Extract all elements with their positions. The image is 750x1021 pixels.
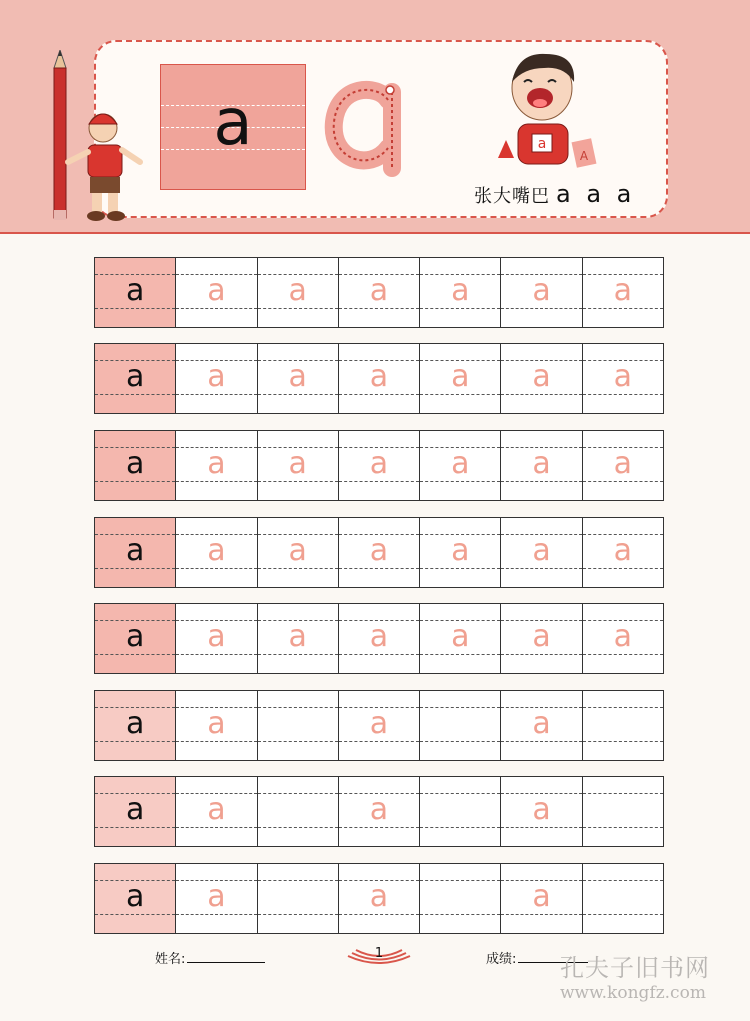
model-letter-small: a xyxy=(125,273,145,308)
trace-letter: a xyxy=(288,533,307,568)
trace-cell[interactable] xyxy=(583,344,663,413)
trace-letter: a xyxy=(532,533,551,568)
trace-letter: a xyxy=(613,533,633,568)
page-number: 1 xyxy=(374,946,384,961)
trace-letter: a xyxy=(532,792,551,827)
watermark xyxy=(560,948,740,1008)
guide-line xyxy=(420,741,500,742)
score-label: 成绩: xyxy=(486,952,517,967)
caption xyxy=(474,180,635,208)
trace-cell[interactable] xyxy=(258,344,339,413)
trace-cell[interactable] xyxy=(176,777,257,846)
practice-row xyxy=(94,517,664,588)
guide-line xyxy=(583,793,663,794)
boy-open-mouth-illustration xyxy=(494,48,614,180)
trace-letter: a xyxy=(369,619,389,654)
model-cell xyxy=(95,864,176,933)
model-letter-small: a xyxy=(125,879,145,914)
practice-row xyxy=(94,863,664,934)
trace-cell[interactable] xyxy=(583,258,663,327)
trace-letter: a xyxy=(451,359,470,394)
model-letter-box xyxy=(160,64,306,190)
trace-cell[interactable] xyxy=(176,691,257,760)
trace-cell[interactable] xyxy=(420,691,501,760)
trace-cell[interactable] xyxy=(339,691,420,760)
trace-cell[interactable] xyxy=(420,431,501,500)
trace-cell[interactable] xyxy=(339,604,420,673)
trace-cell[interactable] xyxy=(258,691,339,760)
guide-line xyxy=(258,914,338,915)
guide-line xyxy=(258,793,338,794)
trace-cell[interactable] xyxy=(339,431,420,500)
trace-cell[interactable] xyxy=(501,691,582,760)
practice-row xyxy=(94,343,664,414)
model-cell xyxy=(95,777,176,846)
guide-line xyxy=(420,827,500,828)
trace-cell[interactable] xyxy=(583,518,663,587)
trace-cell[interactable] xyxy=(176,864,257,933)
trace-letter: a xyxy=(451,533,470,568)
trace-letter: a xyxy=(369,706,389,741)
trace-cell[interactable] xyxy=(420,864,501,933)
model-cell xyxy=(95,431,176,500)
guide-line xyxy=(583,827,663,828)
trace-letter: a xyxy=(369,879,389,914)
trace-cell[interactable] xyxy=(176,604,257,673)
trace-cell[interactable] xyxy=(176,258,257,327)
trace-letter: a xyxy=(288,446,307,481)
model-letter-small: a xyxy=(125,359,145,394)
model-cell xyxy=(95,344,176,413)
trace-letter: a xyxy=(451,446,470,481)
name-label: 姓名: xyxy=(155,952,186,967)
model-letter-small: a xyxy=(125,446,145,481)
trace-cell[interactable] xyxy=(501,864,582,933)
model-letter-small: a xyxy=(125,706,145,741)
trace-cell[interactable] xyxy=(176,431,257,500)
guide-line xyxy=(583,707,663,708)
trace-cell[interactable] xyxy=(420,518,501,587)
trace-cell[interactable] xyxy=(258,864,339,933)
trace-letter: a xyxy=(369,792,389,827)
trace-cell[interactable] xyxy=(501,258,582,327)
practice-row xyxy=(94,430,664,501)
trace-letter: a xyxy=(369,446,389,481)
model-cell xyxy=(95,604,176,673)
guide-line xyxy=(420,707,500,708)
trace-cell[interactable] xyxy=(583,777,663,846)
guide-line xyxy=(420,914,500,915)
trace-letter: a xyxy=(532,619,551,654)
trace-cell[interactable] xyxy=(420,344,501,413)
trace-letter: a xyxy=(207,273,226,308)
watermark-line2: www.kongfz.com xyxy=(560,983,706,1003)
guide-line xyxy=(420,793,500,794)
name-line[interactable] xyxy=(187,962,265,963)
trace-letter: a xyxy=(613,273,633,308)
trace-cell[interactable] xyxy=(258,777,339,846)
trace-letter: a xyxy=(207,359,226,394)
trace-cell[interactable] xyxy=(583,691,663,760)
pencil-kid-illustration xyxy=(48,50,158,225)
trace-cell[interactable] xyxy=(258,431,339,500)
trace-letter: a xyxy=(613,446,633,481)
trace-letter: a xyxy=(207,619,226,654)
model-cell xyxy=(95,691,176,760)
trace-cell[interactable] xyxy=(583,604,663,673)
trace-cell[interactable] xyxy=(420,258,501,327)
trace-cell[interactable] xyxy=(583,864,663,933)
trace-letter: a xyxy=(369,273,389,308)
trace-cell[interactable] xyxy=(501,518,582,587)
model-cell xyxy=(95,258,176,327)
trace-letter: a xyxy=(207,879,226,914)
page-number-wrap xyxy=(346,940,412,970)
caption-latin: a a a xyxy=(556,180,636,208)
guide-line xyxy=(258,707,338,708)
practice-row xyxy=(94,776,664,847)
watermark-line1: 孔夫子旧书网 xyxy=(560,954,710,982)
trace-letter: a xyxy=(288,619,307,654)
trace-letter: a xyxy=(207,706,226,741)
trace-letter: a xyxy=(369,359,389,394)
trace-letter: a xyxy=(369,533,389,568)
guide-line xyxy=(583,914,663,915)
model-letter-small: a xyxy=(125,533,145,568)
trace-cell[interactable] xyxy=(420,604,501,673)
trace-letter: a xyxy=(532,706,551,741)
trace-cell[interactable] xyxy=(339,518,420,587)
trace-letter: a xyxy=(613,359,633,394)
guide-line xyxy=(420,880,500,881)
trace-letter: a xyxy=(451,273,470,308)
trace-letter: a xyxy=(207,446,226,481)
practice-row xyxy=(94,257,664,328)
trace-cell[interactable] xyxy=(501,431,582,500)
trace-letter: a xyxy=(288,359,307,394)
trace-letter: a xyxy=(451,619,470,654)
trace-cell[interactable] xyxy=(339,864,420,933)
trace-cell[interactable] xyxy=(583,431,663,500)
trace-letter: a xyxy=(207,792,226,827)
model-letter-small: a xyxy=(125,619,145,654)
trace-letter: a xyxy=(532,446,551,481)
trace-letter: a xyxy=(207,533,226,568)
trace-cell[interactable] xyxy=(339,777,420,846)
model-cell xyxy=(95,518,176,587)
svg-text:a: a xyxy=(537,136,547,152)
trace-cell[interactable] xyxy=(176,344,257,413)
svg-text:A: A xyxy=(579,149,589,163)
name-field[interactable] xyxy=(155,948,265,967)
practice-row xyxy=(94,603,664,674)
trace-letter: a xyxy=(288,273,307,308)
guide-line xyxy=(583,880,663,881)
trace-cell[interactable] xyxy=(339,344,420,413)
stroke-order-letter-icon xyxy=(318,62,418,192)
model-letter-small: a xyxy=(125,792,145,827)
trace-cell[interactable] xyxy=(176,518,257,587)
caption-chinese: 张大嘴巴 xyxy=(474,186,550,207)
trace-cell[interactable] xyxy=(258,518,339,587)
trace-letter: a xyxy=(613,619,633,654)
guide-line xyxy=(583,741,663,742)
trace-cell[interactable] xyxy=(420,777,501,846)
trace-cell[interactable] xyxy=(501,344,582,413)
trace-letter: a xyxy=(532,879,551,914)
trace-letter: a xyxy=(532,273,551,308)
trace-cell[interactable] xyxy=(258,258,339,327)
trace-letter: a xyxy=(532,359,551,394)
trace-cell[interactable] xyxy=(501,604,582,673)
guide-line xyxy=(258,827,338,828)
guide-line xyxy=(258,880,338,881)
trace-cell[interactable] xyxy=(339,258,420,327)
guide-line xyxy=(258,741,338,742)
practice-row xyxy=(94,690,664,761)
trace-cell[interactable] xyxy=(258,604,339,673)
model-letter: a xyxy=(213,86,253,160)
trace-cell[interactable] xyxy=(501,777,582,846)
